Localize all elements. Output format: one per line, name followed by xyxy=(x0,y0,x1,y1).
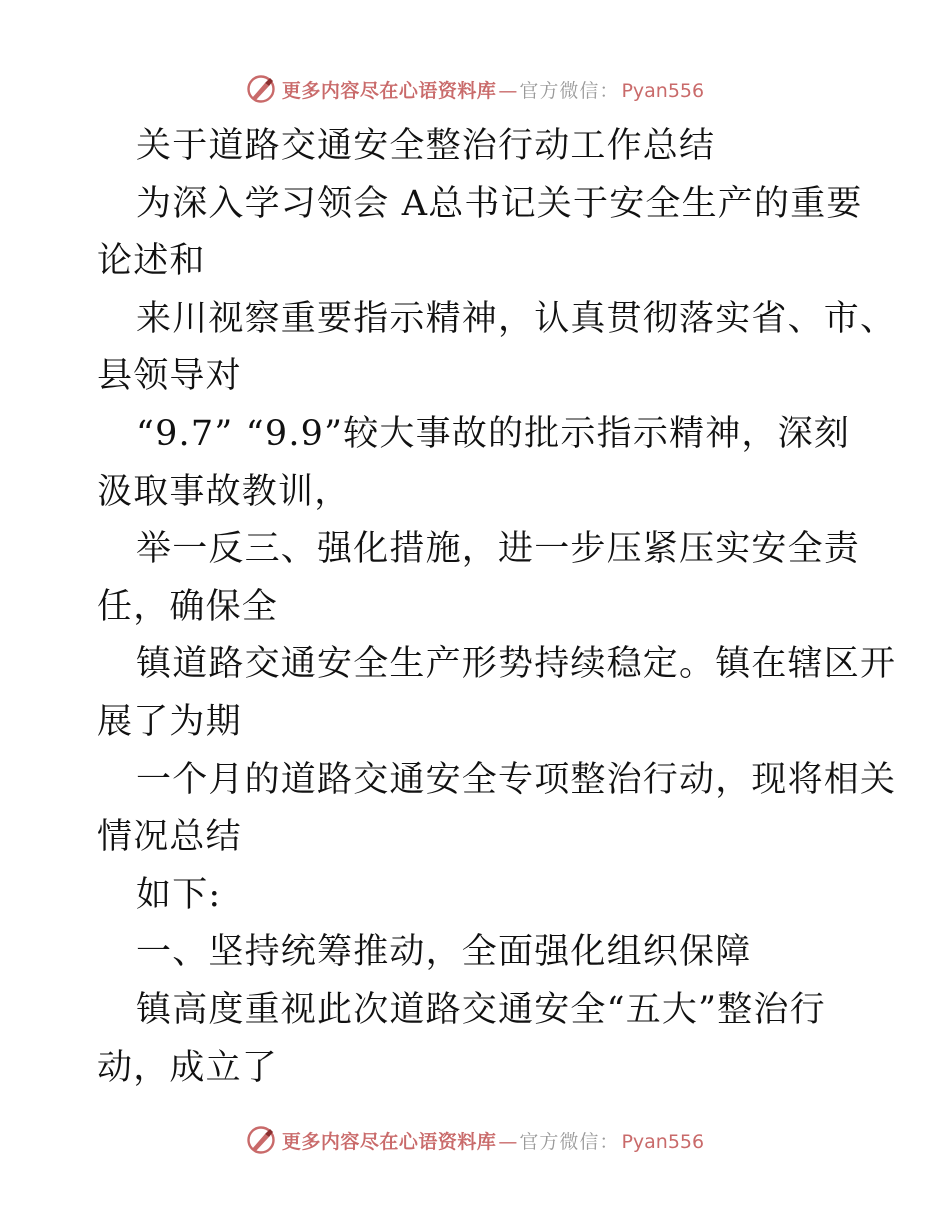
text-line: 如下: xyxy=(136,874,222,915)
text-line: 镇高度重视此次道路交通安全“五大”整治行 xyxy=(136,989,826,1030)
watermark-wechat-id: Pyan556 xyxy=(621,1130,705,1153)
watermark-main-text: 更多内容尽在心语资料库 xyxy=(281,79,497,102)
text-line: 任，确保全 xyxy=(97,586,279,627)
pen-logo-icon xyxy=(246,1125,276,1155)
document-title: 关于道路交通安全整治行动工作总结 xyxy=(136,126,716,166)
text-line: 动，成立了 xyxy=(97,1047,279,1088)
footer-watermark xyxy=(0,1123,950,1157)
watermark-dash: — xyxy=(498,1130,518,1153)
watermark-official-label: 官方微信： xyxy=(519,1130,620,1153)
document-body xyxy=(97,118,897,1097)
text-line: “9.7” “9.9”较大事故的批示指示精神，深刻 xyxy=(136,413,851,454)
text-line: 县领导对 xyxy=(97,356,242,397)
watermark-main-text: 更多内容尽在心语资料库 xyxy=(281,1130,497,1153)
text-line: 展了为期 xyxy=(97,701,242,742)
text-line: 镇道路交通安全生产形势持续稳定。镇在辖区开 xyxy=(136,644,897,685)
watermark-wechat-id: Pyan556 xyxy=(621,79,705,102)
pen-logo-icon xyxy=(246,74,276,104)
header-watermark xyxy=(0,72,950,106)
section-heading: 一、坚持统筹推动，全面强化组织保障 xyxy=(136,932,752,973)
watermark-official-label: 官方微信： xyxy=(519,79,620,102)
text-line: 一个月的道路交通安全专项整治行动，现将相关 xyxy=(136,759,897,800)
text-line: 情况总结 xyxy=(97,817,242,858)
watermark-dash: — xyxy=(498,79,518,102)
text-line: 汲取事故教训， xyxy=(97,471,351,512)
text-line: 举一反三、强化措施，进一步压紧压实安全责 xyxy=(136,529,861,570)
text-line: 为深入学习领会 A总书记关于安全生产的重要 xyxy=(136,183,863,224)
text-line: 论述和 xyxy=(97,241,206,282)
text-line: 来川视察重要指示精神，认真贯彻落实省、市、 xyxy=(136,298,897,339)
